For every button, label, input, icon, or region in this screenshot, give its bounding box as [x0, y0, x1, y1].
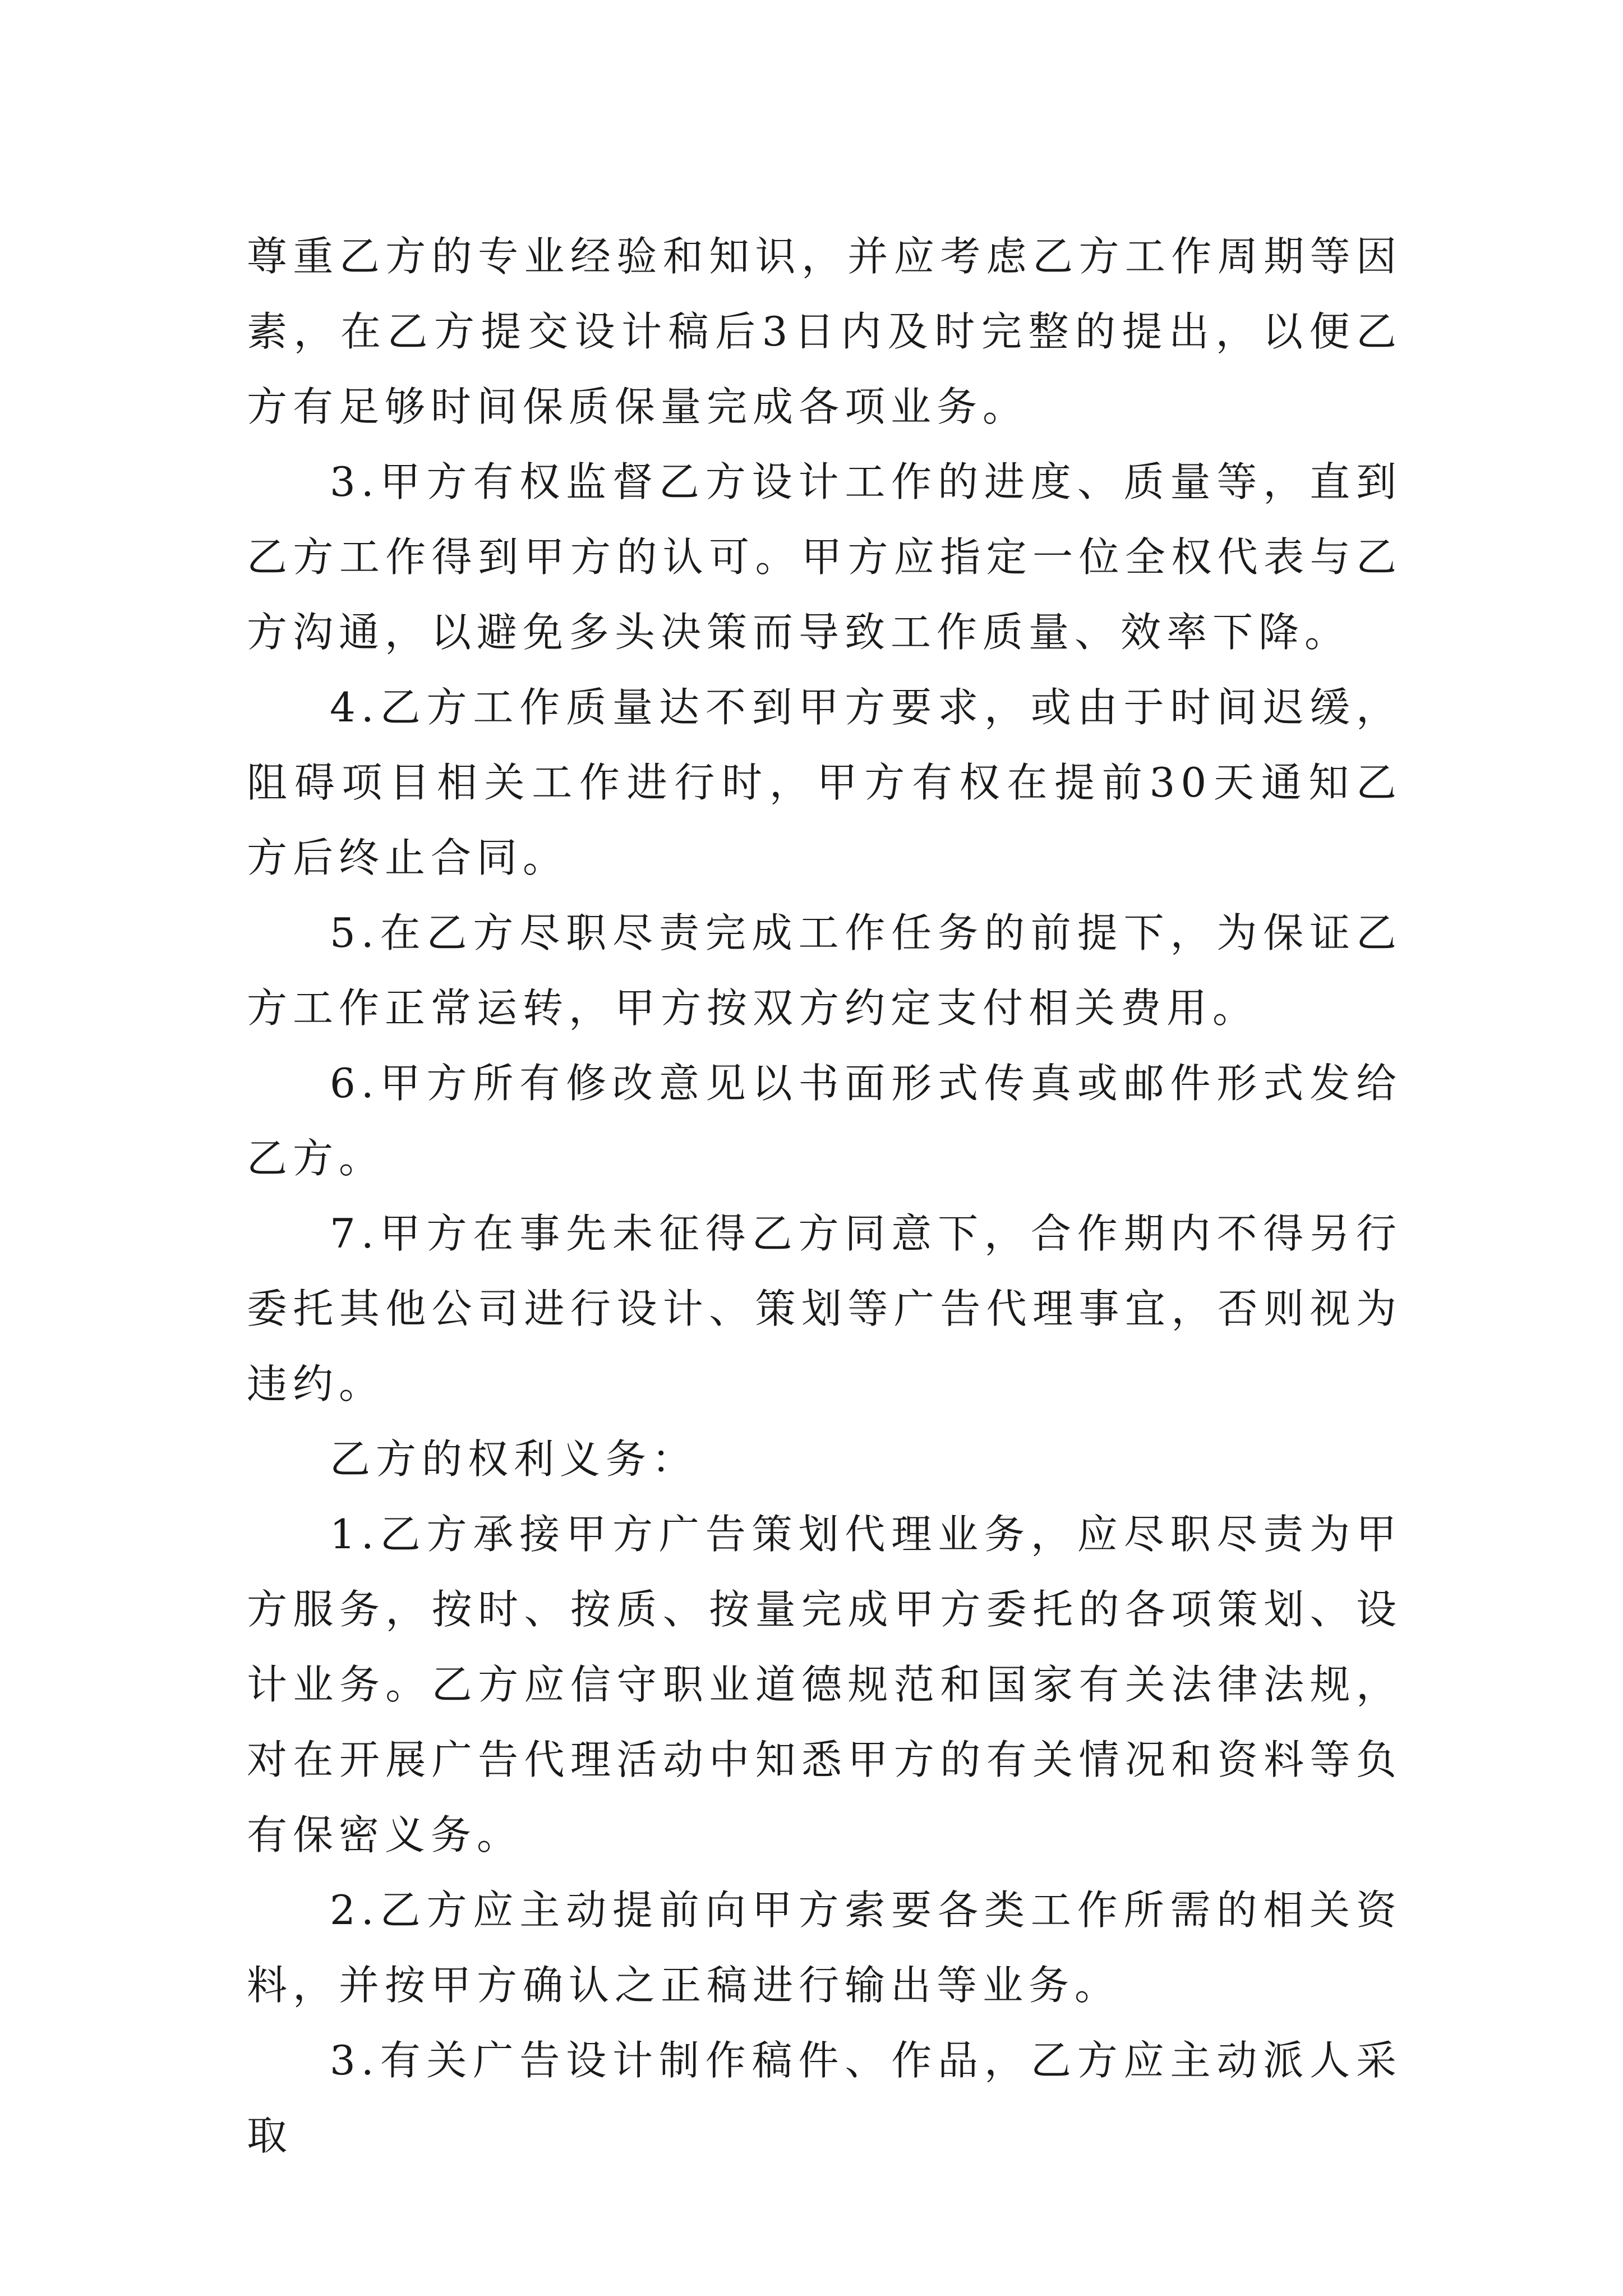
paragraph-item-6: 6.甲方所有修改意见以书面形式传真或邮件形式发给乙方。 — [247, 1060, 1402, 1182]
paragraph-item-3: 3.甲方有权监督乙方设计工作的进度、质量等，直到乙方工作得到甲方的认可。甲方应指定一位全权代表与乙方沟通，以避免多头决策而导致工作质量、效率下降。 — [247, 458, 1402, 656]
paragraph-item-5: 5.在乙方尽职尽责完成工作任务的前提下，为保证乙方工作正常运转，甲方按双方约定支付相关费用。 — [247, 909, 1402, 1032]
paragraph-continuation: 尊重乙方的专业经验和知识，并应考虑乙方工作周期等因素，在乙方提交设计稿后3日内及时完整的提出，以便乙方有足够时间保质保量完成各项业务。 — [247, 233, 1402, 430]
paragraph-obligation-1: 1.乙方承接甲方广告策划代理业务，应尽职尽责为甲方服务，按时、按质、按量完成甲方委托的各项策划、设计业务。乙方应信守职业道德规范和国家有关法律法规，对在开展广告代理活动中知悉甲方的有关情况和资料等负有保密义务。 — [247, 1511, 1402, 1858]
paragraph-item-7: 7.甲方在事先未征得乙方同意下，合作期内不得另行委托其他公司进行设计、策划等广告代理事宜，否则视为违约。 — [247, 1210, 1402, 1407]
paragraph-obligation-3: 3.有关广告设计制作稿件、作品，乙方应主动派人采取 — [247, 2037, 1402, 2159]
paragraph-obligation-2: 2.乙方应主动提前向甲方索要各类工作所需的相关资料，并按甲方确认之正稿进行输出等业务。 — [247, 1887, 1402, 2009]
document-body — [247, 219, 1402, 2173]
section-heading: 乙方的权利义务： — [330, 1435, 698, 1483]
paragraph-item-4: 4.乙方工作质量达不到甲方要求，或由于时间迟缓，阻碍项目相关工作进行时，甲方有权在提前30天通知乙方后终止合同。 — [247, 684, 1402, 881]
